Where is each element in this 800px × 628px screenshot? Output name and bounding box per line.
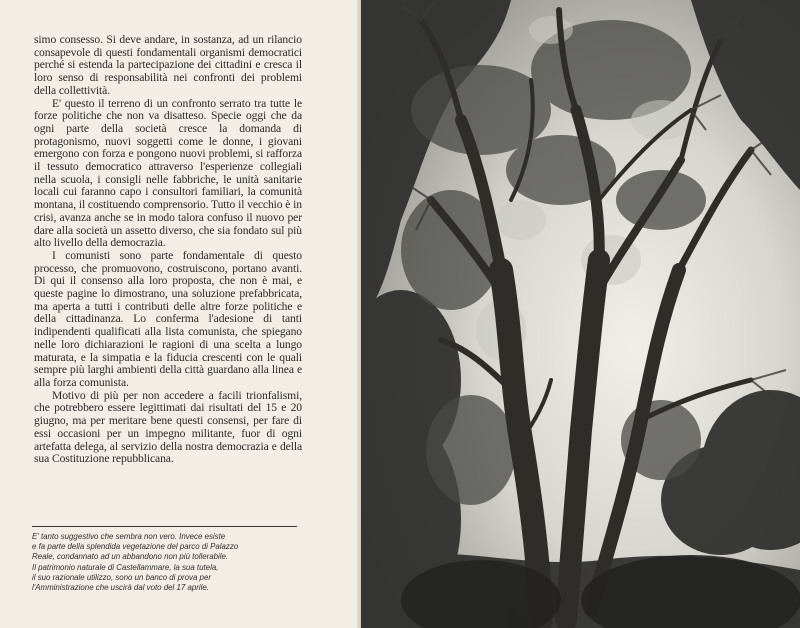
article-paragraph-1: simo consesso. Si deve andare, in sostanza, ad un rilancio consapevole di questi fondamentali organismi democratici perché si estenda la partecipazione dei cittadini e cresca il loro senso di responsabilità nei confronti dei problemi della collettività. xyxy=(34,33,302,97)
caption-line: e fa parte della splendida vegetazione del parco di Palazzo xyxy=(32,542,239,552)
caption-divider xyxy=(32,526,297,527)
text-page xyxy=(0,0,360,628)
article-paragraph-3: I comunisti sono parte fondamentale di questo processo, che promuovono, costruiscono, portano avanti. Di qui il consenso alla loro proposta, che non è mai, e queste pagine lo dimostrano, una soluzione prefabbricata, ma aperta a tutti i contributi delle altre forze politiche e della cittadinanza. Lo conferma l'adesione di tanti indipendenti qualificati alla lista comunista, che spiegano nelle loro dichiarazioni le ragioni di una scelta a lungo maturata, e la simpatia e la fiducia crescenti con le quali sempre più larghi ambienti della città guardano alla linea e alla forza comunista. xyxy=(34,248,302,389)
caption-line: Il patrimonio naturale di Castellammare, la sua tutela, xyxy=(32,562,219,572)
caption-line: il suo razionale utilizzo, sono un banco di prova per xyxy=(32,572,211,582)
caption-line: l'Amministrazione che uscirà dal voto del 17 aprile. xyxy=(32,583,209,593)
article-body xyxy=(34,34,302,466)
caption-line: E' tanto suggestivo che sembra non vero. Invece esiste xyxy=(32,532,226,541)
caption-line: Reale, condannato ad un abbandono non più tollerabile. xyxy=(32,552,229,562)
photo-caption xyxy=(32,532,317,593)
article-paragraph-2: E' questo il terreno di un confronto serrato tra tutte le forze politiche che non va disatteso. Specie oggi che da ogni parte della società cresce la domanda di protagonismo, nuovi soggetti come le donne, i giovani emergono con forza e pongono nuovi problemi, si rafforza il tessuto democratico attraverso l'esperienze collegiali nella scuola, i consigli nelle fabbriche, le unità sanitarie locali cui faranno capo i consultori familiari, la comunità montana, il costituendo comprensorio. Tutto il vecchio è in crisi, avanza anche se in modo talora confuso il nuovo per dare alla società un assetto diverso, che sia fondato sul più alto livello della democrazia. xyxy=(34,96,302,250)
tree-photograph xyxy=(361,0,800,628)
tree-photo-illustration xyxy=(361,0,800,628)
article-paragraph-4: Motivo di più per non accedere a facili trionfalismi, che potrebbero essere legittimati dai risultati del 15 e 20 giugno, ma per meritare bene questi consensi, per fare di essi occasioni per un impegno militante, fuor di ogni artefatta delega, al servizio della nostra democrazia e della sua Costituzione repubblicana. xyxy=(34,388,302,466)
